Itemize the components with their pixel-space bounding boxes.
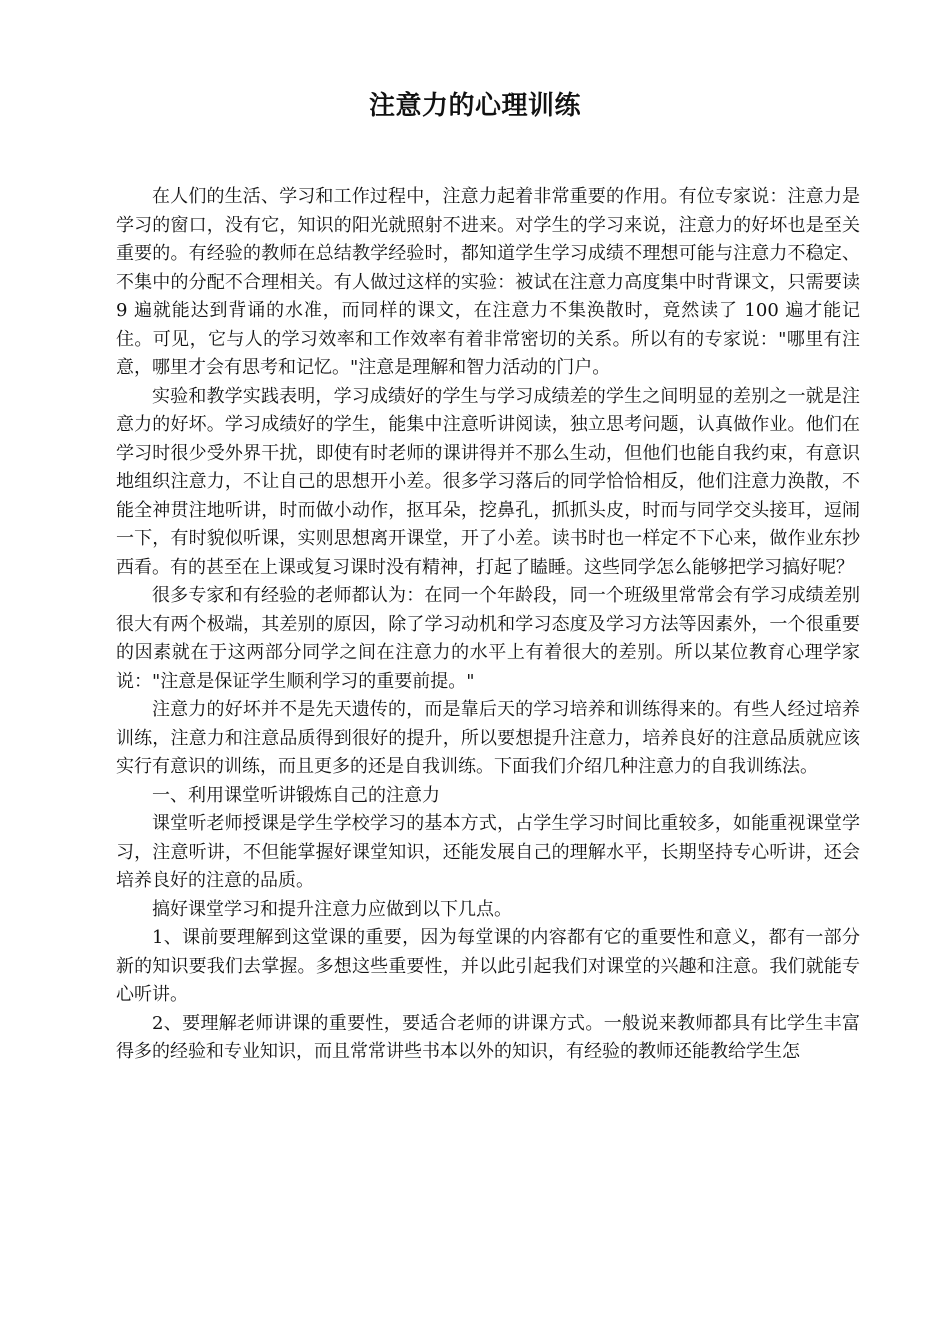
paragraph-1: 在人们的生活、学习和工作过程中，注意力起着非常重要的作用。有位专家说：注意力是学习的窗口，没有它，知识的阳光就照射不进来。对学生的学习来说，注意力的好坏也是至关重要的。有经验的教师在总结教学经验时，都知道学生学习成绩不理想可能与注意力不稳定、不集中的分配不合理相关。有人做过这样的实验：被试在注意力高度集中时背课文，只需要读 9 遍就能达到背诵的水准，而同样的课文，在注意力不集涣散时，竟然读了 100 遍才能记住。可见，它与人的学习效率和工作效率有着非常密切的关系。所以有的专家说："哪里有注意，哪里才会有思考和记忆。"注意是理解和智力活动的门户。 [116, 186, 860, 378]
section-heading-1: 一、利用课堂听讲锻炼自己的注意力 [152, 784, 440, 806]
document-title: 注意力的心理训练 [368, 91, 581, 121]
paragraph-4: 注意力的好坏并不是先天遗传的，而是靠后天的学习培养和训练得来的。有些人经过培养训练，注意力和注意品质得到很好的提升，所以要想提升注意力，培养良好的注意品质就应该实行有意识的训练，而且更多的还是自我训练。下面我们介绍几种注意力的自我训练法。 [116, 699, 860, 777]
paragraph-3: 很多专家和有经验的老师都认为：在同一个年龄段，同一个班级里常常会有学习成绩差别很大有两个极端，其差别的原因，除了学习动机和学习态度及学习方法等因素外，一个很重要的因素就在于这两部分同学之间在注意力的水平上有着很大的差别。所以某位教育心理学家说："注意是保证学生顺利学习的重要前提。" [116, 585, 860, 692]
list-item-1: 1、课前要理解到这堂课的重要，因为每堂课的内容都有它的重要性和意义，都有一部分新的知识要我们去掌握。多想这些重要性，并以此引起我们对课堂的兴趣和注意。我们就能专心听讲。 [116, 927, 860, 1005]
document-body [116, 183, 860, 1067]
paragraph-6: 搞好课堂学习和提升注意力应做到以下几点。 [152, 898, 512, 920]
paragraph-5: 课堂听老师授课是学生学校学习的基本方式，占学生学习时间比重较多，如能重视课堂学习，注意听讲，不但能掌握好课堂知识，还能发展自己的理解水平，长期坚持专心听讲，还会培养良好的注意的品质。 [116, 813, 860, 891]
list-item-2: 2、要理解老师讲课的重要性，要适合老师的讲课方式。一般说来教师都具有比学生丰富得多的经验和专业知识，而且常常讲些书本以外的知识，有经验的教师还能教给学生怎 [116, 1012, 860, 1062]
paragraph-2: 实验和教学实践表明，学习成绩好的学生与学习成绩差的学生之间明显的差别之一就是注意力的好坏。学习成绩好的学生，能集中注意听讲阅读，独立思考问题，认真做作业。他们在学习时很少受外界干扰，即使有时老师的课讲得并不那么生动，但他们也能自我约束，有意识地组织注意力，不让自己的思想开小差。很多学习落后的同学恰恰相反，他们注意力涣散，不能全神贯注地听讲，时而做小动作，抠耳朵，挖鼻孔，抓抓头皮，时而与同学交头接耳，逗闹一下，有时貌似听课，实则思想离开课堂，开了小差。读书时也一样定不下心来，做作业东抄西看。有的甚至在上课或复习课时没有精神，打起了瞌睡。这些同学怎么能够把学习搞好呢？ [116, 385, 860, 578]
